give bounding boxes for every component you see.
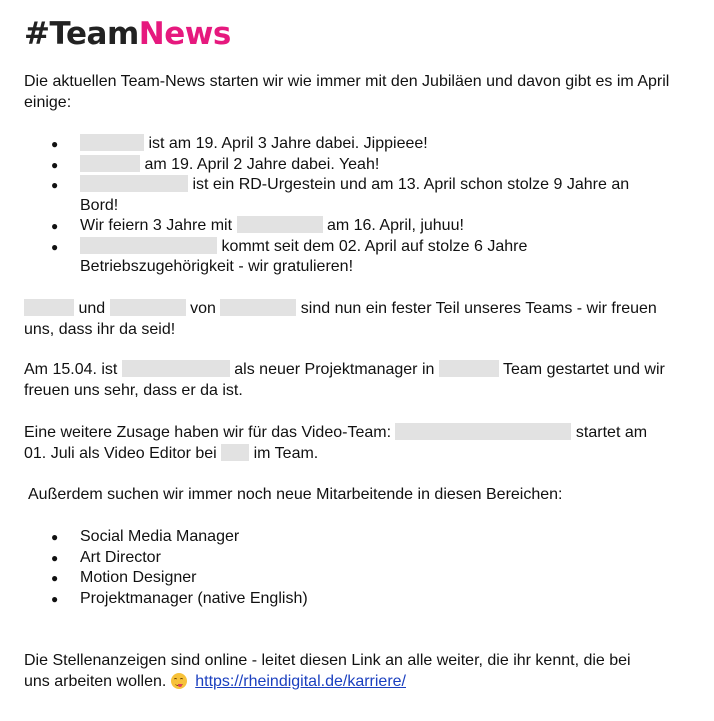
list-item: ● ist am 19. April 3 Jahre dabei. Jippieee! [51, 135, 428, 152]
redacted-name [220, 299, 296, 316]
jubilee-list [24, 134, 704, 278]
redacted-name [80, 134, 144, 151]
video-paragraph: Eine weitere Zusage haben wir für das Video-Team: startet am 01. Juli als Video Editor bei im Team. [24, 424, 648, 462]
list-item: ● am 19. April 2 Jahre dabei. Yeah! [51, 155, 380, 173]
intro-paragraph: Die aktuellen Team-News starten wir wie immer mit den Jubiläen und davon gibt es im April einige: [24, 73, 670, 111]
list-item: ● kommt seit dem 02. April auf stolze 6 Jahre Betriebszugehörigkeit - wir gratulieren! [51, 237, 528, 275]
list-item: ● Art Director [51, 548, 161, 566]
redacted-name [80, 175, 188, 192]
redacted-name [439, 360, 499, 377]
redacted-name [237, 216, 323, 233]
redacted-name [24, 299, 74, 316]
redacted-name [80, 155, 140, 172]
hiring-roles-list [24, 527, 704, 609]
smiley-tongue-icon [171, 673, 187, 689]
redacted-name [80, 237, 217, 254]
list-item: ● Projektmanager (native English) [51, 589, 308, 607]
careers-link[interactable]: https://rheindigital.de/karriere/ [195, 672, 406, 690]
page-title: #TeamNews [24, 16, 231, 52]
list-item: ● Wir feiern 3 Jahre mit am 16. April, juhuu! [51, 217, 464, 234]
redacted-name [110, 299, 186, 316]
footer-paragraph: Die Stellenanzeigen sind online - leitet diesen Link an alle weiter, die ihr kennt, die bei uns arbeiten wollen. https://rheindigital.de/karriere/ [24, 652, 631, 690]
redacted-name [221, 444, 249, 461]
redacted-name [395, 423, 571, 440]
redacted-name [122, 360, 230, 377]
list-item: ● ist ein RD-Urgestein und am 13. April schon stolze 9 Jahre an Bord! [51, 176, 630, 214]
new-members-paragraph: und von sind nun ein fester Teil unseres Teams - wir freuen uns, dass ihr da seid! [24, 300, 657, 338]
hiring-intro: Außerdem suchen wir immer noch neue Mitarbeitende in diesen Bereichen: [28, 486, 563, 503]
list-item: ● Motion Designer [51, 569, 197, 586]
list-item: ● Social Media Manager [51, 528, 240, 545]
pm-start-paragraph: Am 15.04. ist als neuer Projektmanager in Team gestartet und wir freuen uns sehr, dass er da ist. [24, 361, 665, 399]
